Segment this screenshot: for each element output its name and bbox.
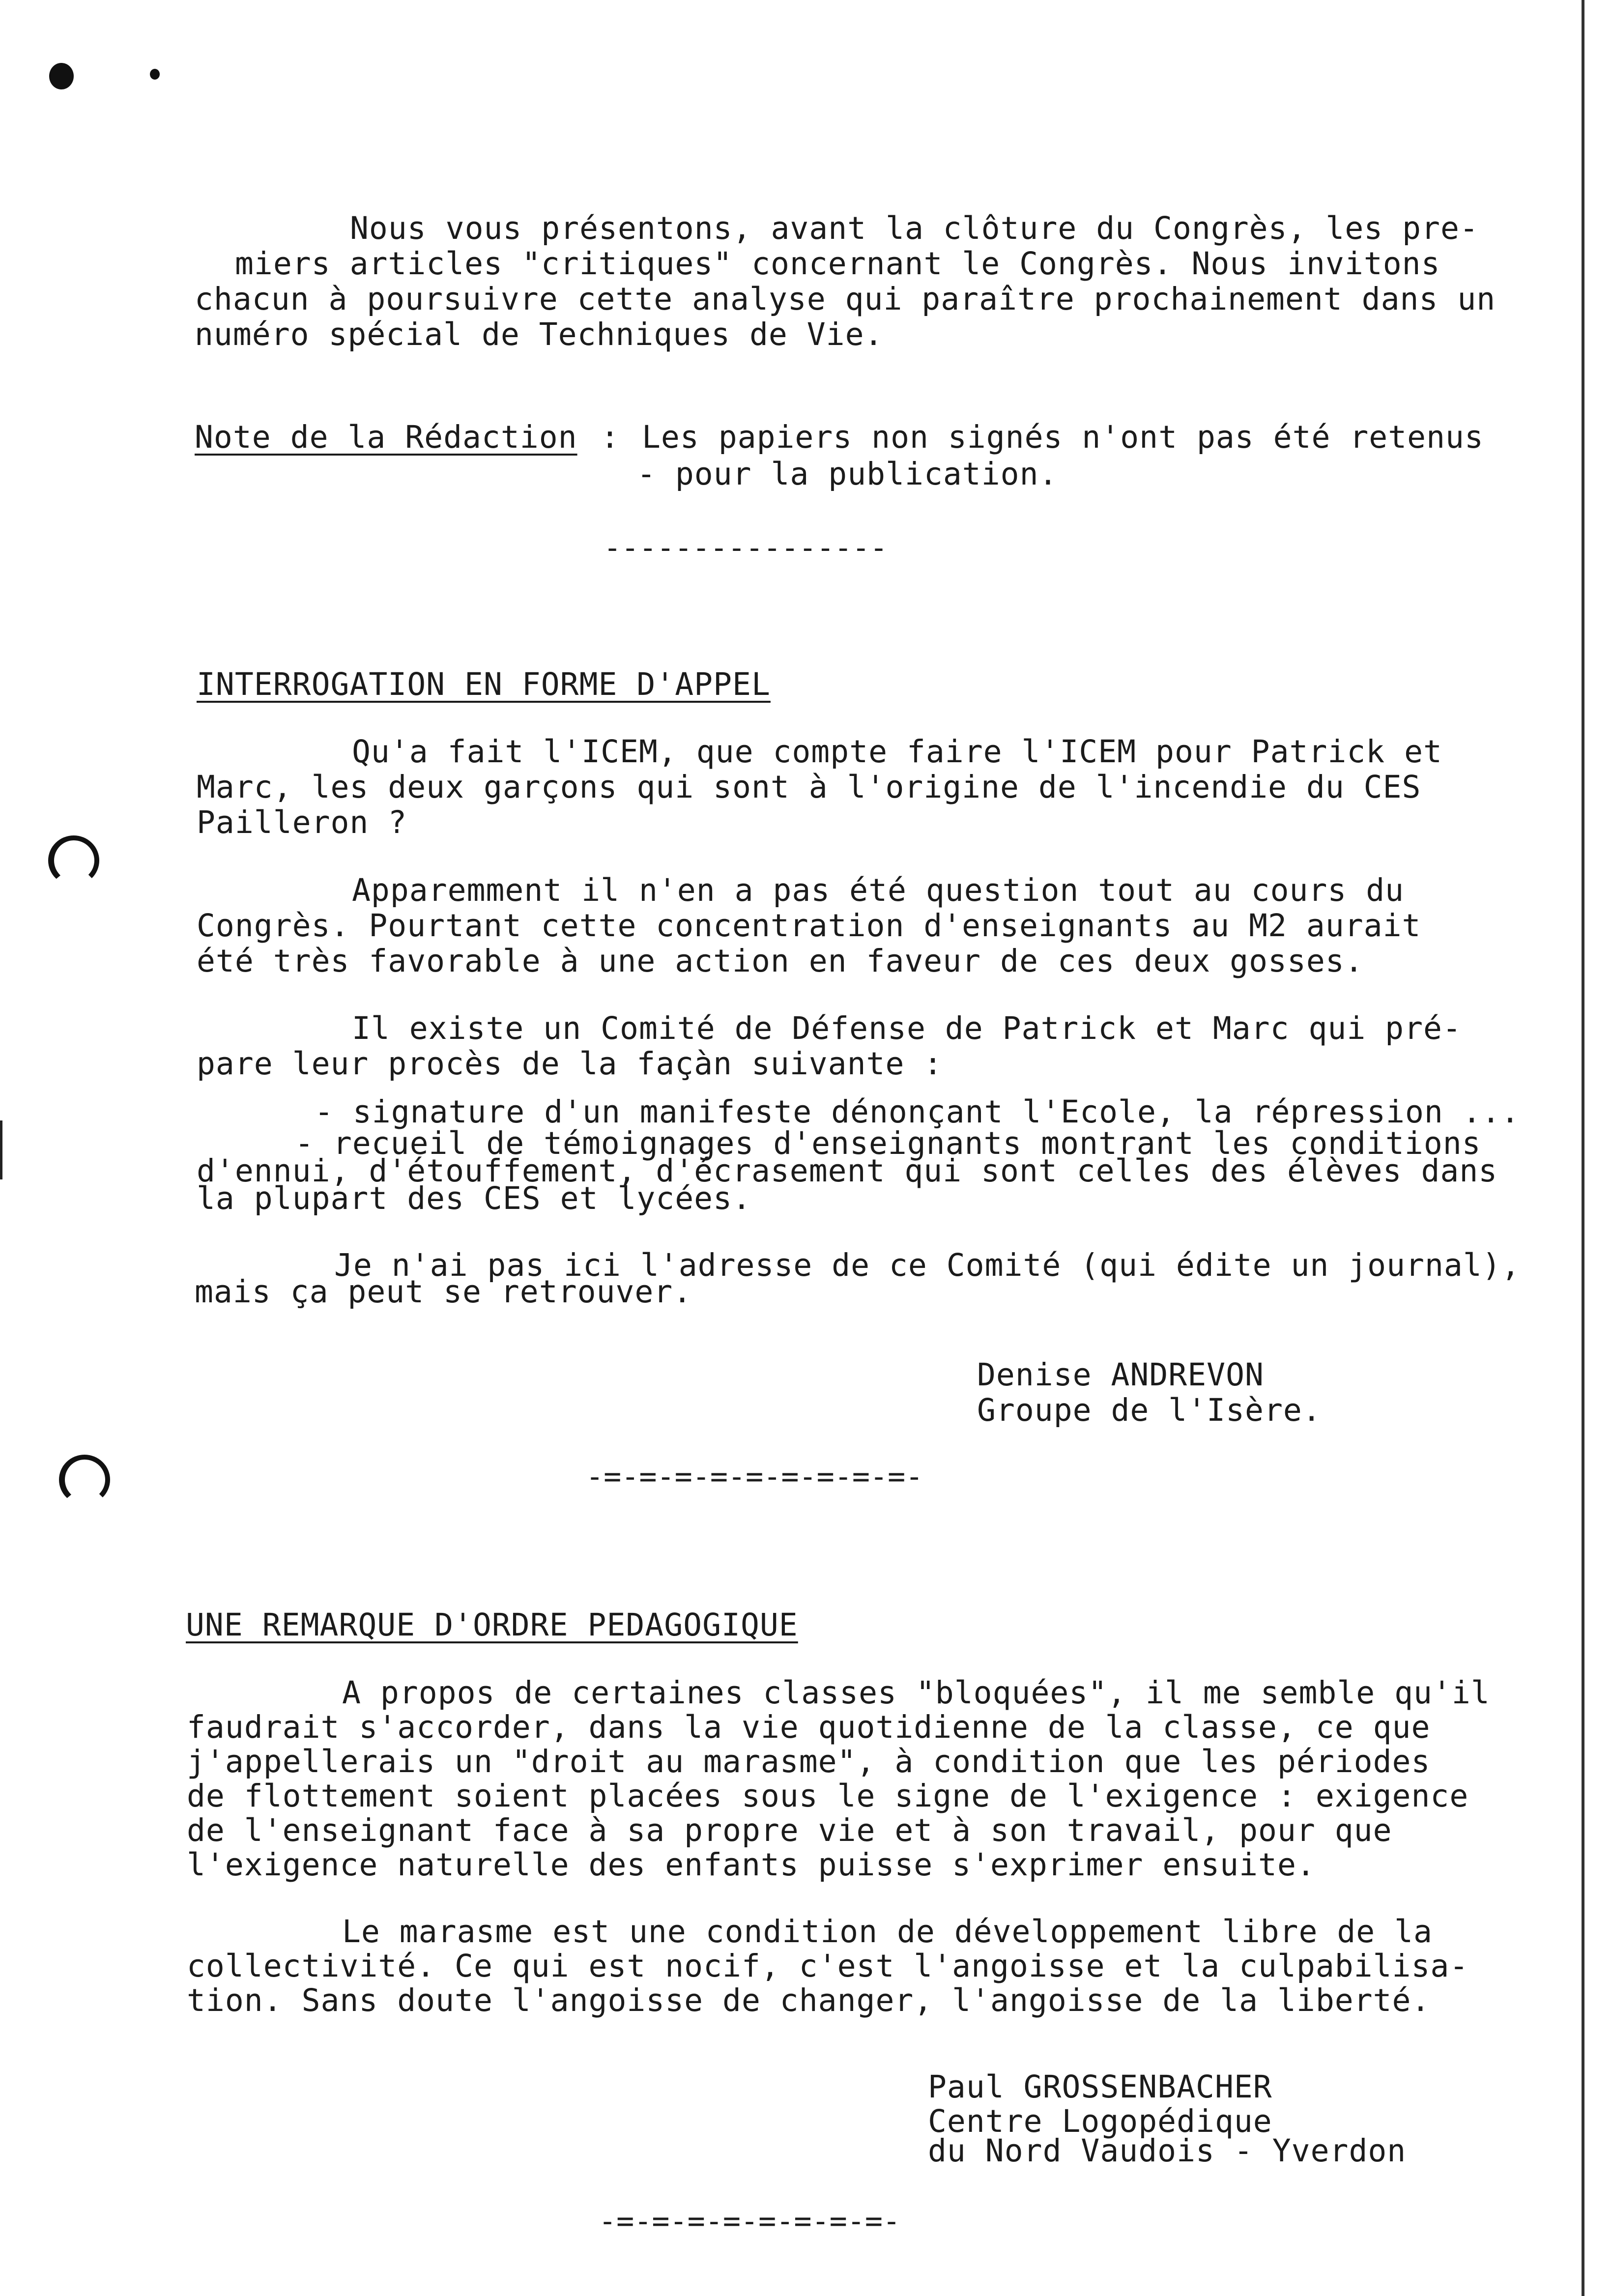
left-edge-mark (0, 1120, 2, 1179)
article-2-p1-line-6: l'exigence naturelle des enfants puisse s'exprimer ensuite. (187, 1847, 1316, 1883)
article-1-bullet-2-line-2: d'ennui, d'étouffement, d'écrasement qui sont celles des élèves dans (197, 1153, 1498, 1189)
article-1-bullet-1: - signature d'un manifeste dénonçant l'Ecole, la répression ... (315, 1094, 1520, 1130)
article-1-p3-line-1: Il existe un Comité de Défense de Patrick et Marc qui pré- (352, 1010, 1462, 1046)
separator-double-dashes: -=-=-=-=-=-=-=-=-=- (586, 1460, 923, 1494)
ink-dot-mark (150, 69, 160, 80)
article-2-p2-line-1: Le marasme est une condition de développement libre de la (342, 1914, 1433, 1950)
note-colon: : (601, 419, 620, 455)
article-1-signature-group: Groupe de l'Isère. (977, 1392, 1322, 1428)
article-1-bullet-2-line-3: la plupart des CES et lycées. (197, 1180, 751, 1216)
article-1-title: INTERROGATION EN FORME D'APPEL (197, 666, 771, 702)
article-1-p1-line-2: Marc, les deux garçons qui sont à l'origine de l'incendie du CES (197, 769, 1421, 805)
article-1-signature-name: Denise ANDREVON (977, 1357, 1264, 1393)
article-2-title: UNE REMARQUE D'ORDRE PEDAGOGIQUE (186, 1607, 798, 1643)
separator-double-dashes-end: -=-=-=-=-=-=-=-=- (599, 2204, 901, 2239)
article-2-signature-name: Paul GROSSENBACHER (928, 2069, 1272, 2105)
note-line-2: - pour la publication. (637, 456, 1058, 492)
note-label: Note de la Rédaction (195, 419, 577, 455)
article-1-p4-line-1: Je n'ai pas ici l'adresse de ce Comité (qui édite un journal), (334, 1247, 1521, 1283)
article-1-p1-line-3: Pailleron ? (197, 804, 407, 840)
intro-line-1: Nous vous présentons, avant la clôture du Congrès, les pre- (350, 210, 1479, 246)
intro-line-3: chacun à poursuivre cette analyse qui paraître prochainement dans un (195, 281, 1496, 317)
article-1-p2-line-1: Apparemment il n'en a pas été question tout au cours du (352, 872, 1405, 908)
article-2-signature-org-2: du Nord Vaudois - Yverdon (928, 2133, 1407, 2169)
article-2-p1-line-5: de l'enseignant face à sa propre vie et à son travail, pour que (187, 1812, 1392, 1848)
article-1-p3-line-2: pare leur procès de la façàn suivante : (197, 1046, 943, 1082)
article-1-p2-line-3: été très favorable à une action en faveur de ces deux gosses. (197, 943, 1364, 979)
punch-hole-upper (48, 835, 99, 886)
article-1-p2-line-2: Congrès. Pourtant cette concentration d'enseignants au M2 aurait (197, 908, 1421, 944)
punch-hole-lower (59, 1455, 110, 1505)
article-1-p4-line-2: mais ça peut se retrouver. (195, 1274, 692, 1310)
article-2-p1-line-1: A propos de certaines classes "bloquées", il me semble qu'il (342, 1675, 1490, 1711)
intro-line-2: miers articles "critiques" concernant le Congrès. Nous invitons (235, 246, 1440, 282)
article-1-bullet-2-line-1: - recueil de témoignages d'enseignants montrant les conditions (295, 1125, 1481, 1161)
article-1-p1-line-1: Qu'a fait l'ICEM, que compte faire l'ICEM pour Patrick et (352, 734, 1442, 770)
article-2-p1-line-3: j'appellerais un "droit au marasme", à condition que les périodes (187, 1744, 1431, 1779)
article-2-p1-line-4: de flottement soient placées sous le signe de l'exigence : exigence (187, 1778, 1469, 1814)
note-line-1: Les papiers non signés n'ont pas été retenus (642, 419, 1484, 455)
page-edge-line (1582, 0, 1584, 2296)
article-2-signature-org-1: Centre Logopédique (928, 2103, 1272, 2139)
article-2-p2-line-3: tion. Sans doute l'angoisse de changer, l'angoisse de la liberté. (187, 1982, 1431, 2018)
ink-blot-mark (49, 63, 74, 89)
intro-line-4: numéro spécial de Techniques de Vie. (195, 316, 884, 352)
article-2-p1-line-2: faudrait s'accorder, dans la vie quotidienne de la classe, ce que (187, 1709, 1431, 1745)
article-2-p2-line-2: collectivité. Ce qui est nocif, c'est l'angoisse et la culpabilisa- (187, 1948, 1469, 1984)
separator-dashes: ---------------- (604, 531, 888, 565)
